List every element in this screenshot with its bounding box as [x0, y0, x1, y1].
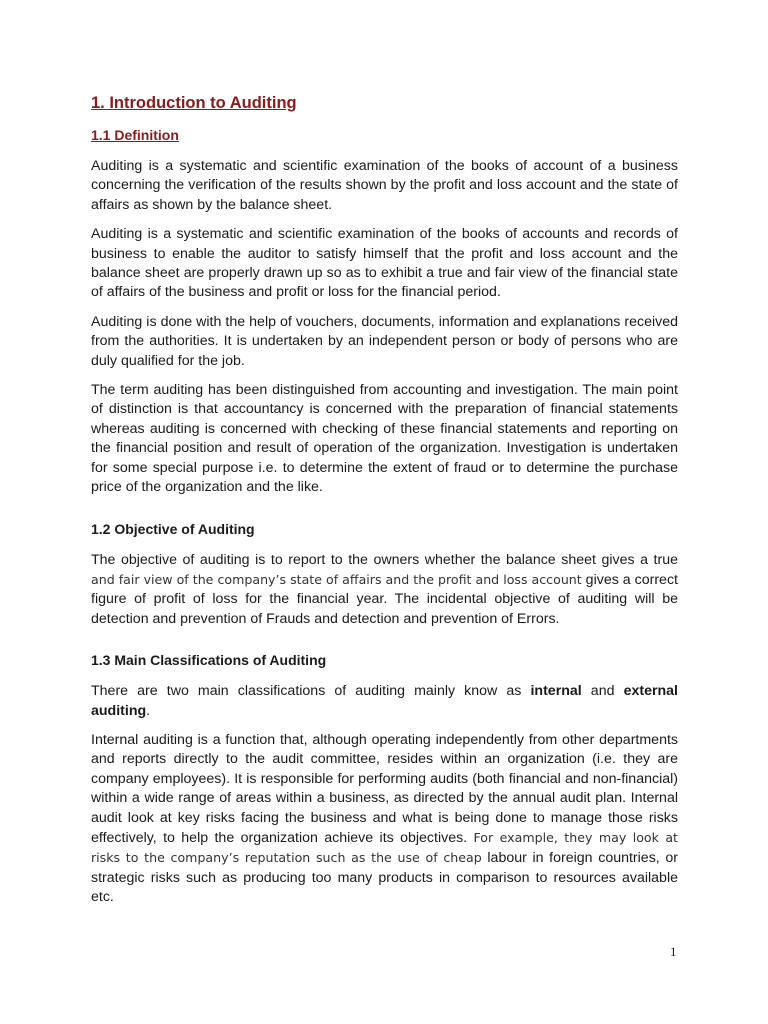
- classifications-intro-text-3: .: [146, 702, 151, 719]
- section-heading-definition: 1.1 Definition: [91, 127, 179, 143]
- definition-paragraph-3: Auditing is done with the help of vouchers, documents, information and explanations received from the authorities. It is undertaken by an independent person or body of persons who are duly qualified for the job.: [91, 313, 678, 369]
- definition-paragraph-1: Auditing is a systematic and scientific examination of the books of account of a business concerning the verification of the results shown by the profit and loss account and the state of affairs as shown by the balance sheet.: [91, 158, 678, 213]
- definition-paragraph-2: Auditing is a systematic and scientific examination of the books of accounts and records of business to enable the auditor to satisfy himself that the profit and loss account and the balance sheet are properly drawn up so as to exhibit a true and fair view of the financial state of affairs of the business and profit or loss for the financial period.: [91, 226, 678, 301]
- internal-auditing-text-2: For example, they may look at risks to the company’s reputation such as the use of cheap: [91, 829, 678, 866]
- classifications-internal-term: internal: [530, 683, 582, 700]
- classifications-intro-text-2: and: [581, 683, 624, 700]
- internal-auditing-text-3: labour in foreign countries, or strategic risks such as producing too many products in comparison to resources available etc.: [91, 850, 678, 906]
- objective-paragraph: [91, 551, 678, 630]
- classifications-intro-text-1: There are two main classifications of auditing mainly know as: [91, 683, 531, 700]
- objective-text-3: gives a correct figure of profit of loss for the financial year. The incidental objective of auditing will be detection and prevention of Frauds and detection and prevention of Errors.: [91, 571, 678, 627]
- classifications-intro-paragraph: [91, 682, 678, 721]
- classifications-external-term: external auditing: [91, 683, 678, 719]
- document-title: 1. Introduction to Auditing: [91, 94, 297, 112]
- document-page: [91, 92, 678, 918]
- section-heading-classifications: 1.3 Main Classifications of Auditing: [91, 652, 327, 669]
- internal-auditing-text-1: Internal auditing is a function that, although operating independently from other departments and reports directly to the audit committee, resides within an organization (i.e. they are company employees). It is responsible for performing audits (both financial and non-financial) within a wide range of areas within a business, as directed by the annual audit plan. Internal audit look at key risks facing the business and what is being done to manage those risks effectively, to help the organization achieve its objectives.: [91, 731, 678, 846]
- definition-paragraph-4: The term auditing has been distinguished from accounting and investigation. The main point of distinction is that accountancy is concerned with the preparation of financial statements whereas auditing is concerned with checking of these financial statements and reporting on the financial position and result of operation of the organization. Investigation is undertaken for some special purpose i.e. to determine the extent of fraud or to determine the purchase price of the organization and the like.: [91, 382, 678, 496]
- objective-text-1: The objective of auditing is to report to the owners whether the balance sheet gives a true: [91, 551, 678, 568]
- section-heading-objective: 1.2 Objective of Auditing: [91, 520, 255, 537]
- objective-text-2: and fair view of the company’s state of affairs and the profit and loss account: [91, 571, 582, 587]
- page-number: 1: [670, 944, 677, 959]
- internal-auditing-paragraph: [91, 731, 678, 908]
